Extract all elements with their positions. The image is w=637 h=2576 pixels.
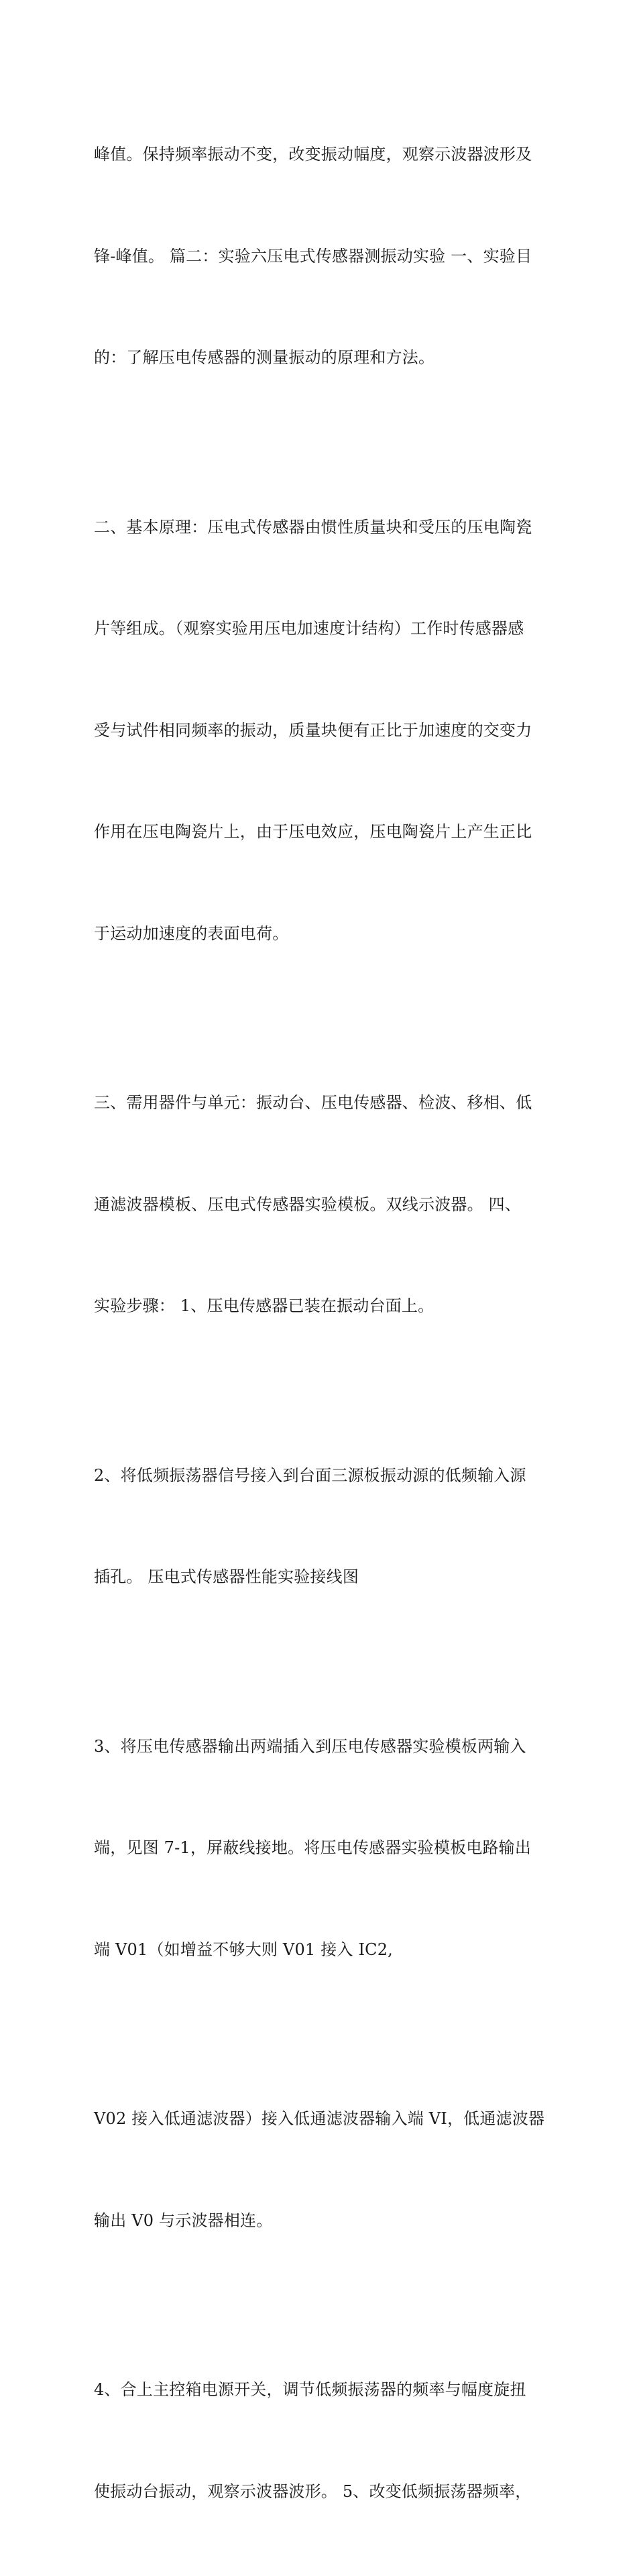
text-line: V02 接入低通滤波器）接入低通滤波器输入端 VI，低通滤波器 bbox=[94, 2109, 545, 2128]
text-line: 作用在压电陶瓷片上，由于压电效应，压电陶瓷片上产生正比 bbox=[94, 822, 532, 841]
text-line: 实验步骤： 1、压电传感器已装在振动台面上。 bbox=[94, 1296, 435, 1315]
text-line: 二、基本原理：压电式传感器由惯性质量块和受压的压电陶瓷 bbox=[94, 517, 532, 537]
text-line: 的：了解压电传感器的测量振动的原理和方法。 bbox=[94, 348, 435, 367]
paragraph-step-2 bbox=[94, 1391, 550, 1662]
text-line: 2、将低频振荡器信号接入到台面三源板振动源的低频输入源 bbox=[94, 1465, 526, 1485]
text-line: 端，见图 7-1，屏蔽线接地。将压电传感器实验模板电路输出 bbox=[94, 1838, 532, 1857]
paragraph-principle bbox=[94, 443, 550, 1019]
text-line: 于运动加速度的表面电荷。 bbox=[94, 923, 289, 943]
text-line: 受与试件相同频率的振动，质量块便有正比于加速度的交变力 bbox=[94, 720, 532, 740]
paragraph-step-3 bbox=[94, 1662, 550, 2035]
text-line: 3、将压电传感器输出两端插入到压电传感器实验模板两输入 bbox=[94, 1736, 526, 1756]
paragraph-equipment bbox=[94, 1018, 550, 1391]
text-line: 输出 V0 与示波器相连。 bbox=[94, 2210, 273, 2230]
text-line: 使振动台振动，观察示波器波形。 5、改变低频振荡器频率， bbox=[94, 2481, 532, 2501]
text-line: 峰值。保持频率振动不变，改变振动幅度，观察示波器波形及 bbox=[94, 145, 532, 164]
paragraph-step-3-cont bbox=[94, 2034, 550, 2305]
text-line: 端 V01（如增益不够大则 V01 接入 IC2, bbox=[94, 1940, 393, 1959]
text-line: 4、合上主控箱电源开关，调节低频振荡器的频率与幅度旋扭 bbox=[94, 2380, 526, 2399]
text-line: 三、需用器件与单元：振动台、压电传感器、检波、移相、低 bbox=[94, 1093, 532, 1112]
paragraph-step-4 bbox=[94, 2305, 550, 2576]
text-line: 通滤波器模板、压电式传感器实验模板。双线示波器。 四、 bbox=[94, 1194, 522, 1214]
paragraph-intro bbox=[94, 70, 550, 443]
text-line: 锋-峰值。 篇二：实验六压电式传感器测振动实验 一、实验目 bbox=[94, 246, 532, 266]
text-line: 片等组成。（观察实验用压电加速度计结构）工作时传感器感 bbox=[94, 619, 524, 638]
text-line: 插孔。 压电式传感器性能实验接线图 bbox=[94, 1567, 359, 1586]
document-body bbox=[94, 70, 550, 2576]
